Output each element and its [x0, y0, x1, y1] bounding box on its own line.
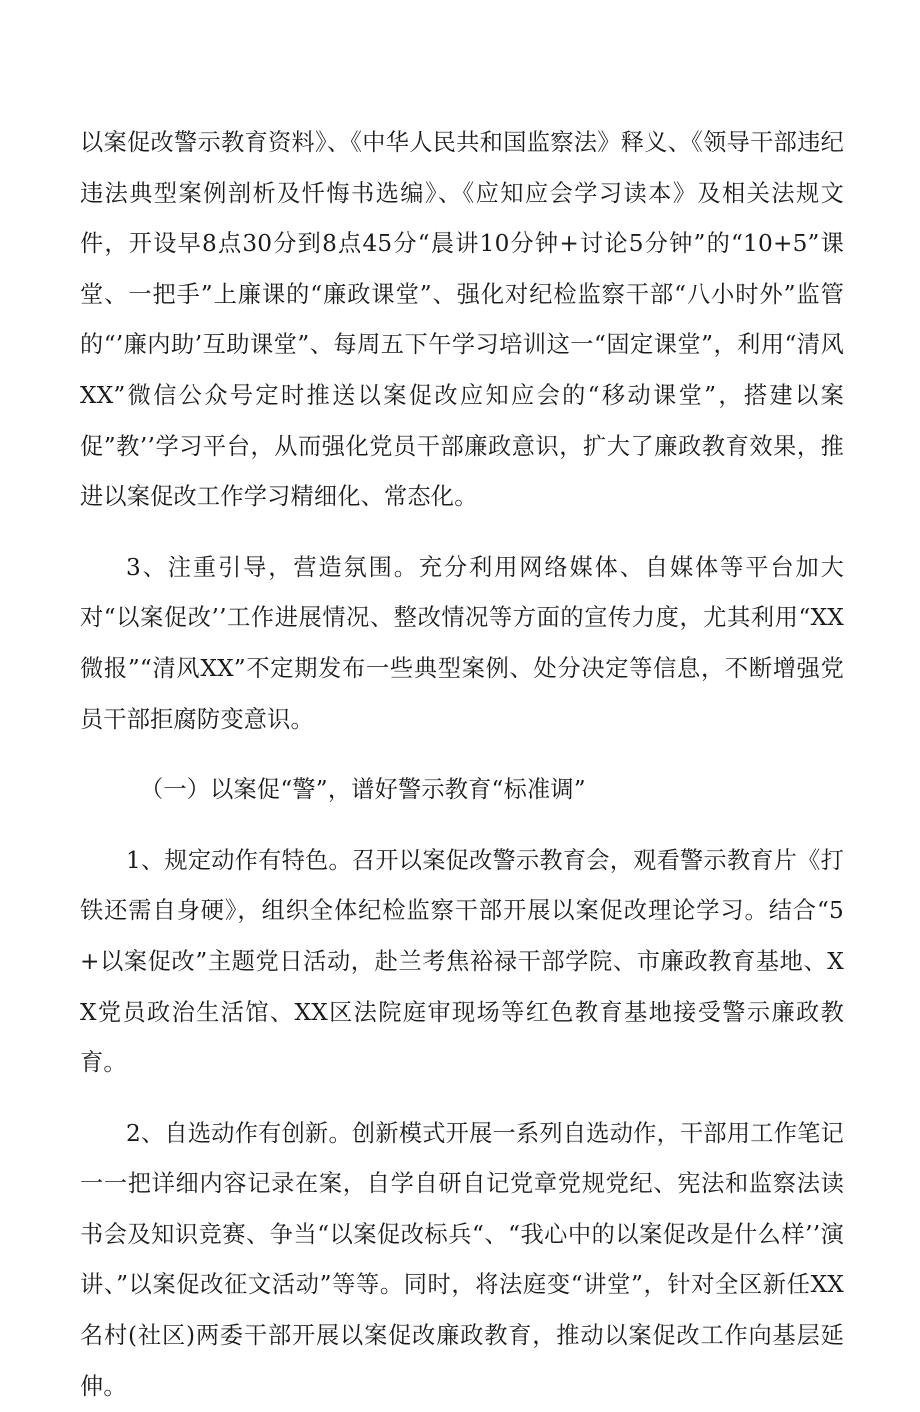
paragraph-guidance-atmosphere: 3、注重引导，营造氛围。充分利用网络媒体、自媒体等平台加大对“以案促改’’工作进展情况、整改情况等方面的宣传力度，尤其利用“XX微报”“清风XX”不定期发布一些典型案例、处分决定等信息，不断增强党员干部拒腐防变意识。 — [80, 553, 844, 733]
paragraph-study-platform: 以案促改警示教育资料》、《中华人民共和国监察法》释义、《领导干部违纪违法典型案例剖析及忏悔书选编》、《应知应会学习读本》及相关法规文件，开设早8点30分到8点45分“晨讲10分钟+讨论5分钟”的“10+5”课堂、一把手”上廉课的“廉政课堂”、强化对纪检监察干部“八小时外”监管的“’廉内助’互助课堂”、每周五下午学习培训这一“固定课堂”，利用“清风XX”微信公众号定时推送以案促改应知应会的“移动课堂”，搭建以案促”教’’学习平台，从而强化党员干部廉政意识，扩大了廉政教育效果，推进以案促改工作学习精细化、常态化。 — [80, 129, 844, 511]
section-heading-warning-education: （一）以案促“警”，谱好警示教育“标准调” — [140, 776, 586, 804]
paragraph-optional-actions: 2、自选动作有创新。创新模式开展一系列自选动作，干部用工作笔记一一把详细内容记录在案，自学自研自记党章党规党纪、宪法和监察法读书会及知识竞赛、争当“以案促改标兵“、“我心中的以案促改是什么样’’演讲、”以案促改征文活动”等等。同时，将法庭变“讲堂”，针对全区新任XX名村(社区)两委干部开展以案促改廉政教育，推动以案促改工作向基层延伸。 — [80, 1119, 844, 1400]
paragraph-prescribed-actions: 1、规定动作有特色。召开以案促改警示教育会，观看警示教育片《打铁还需自身硬》，组织全体纪检监察干部开展以案促改理论学习。结合“5+以案促改”主题党日活动，赴兰考焦裕禄干部学院、市廉政教育基地、XX党员政治生活馆、XX区法院庭审现场等红色教育基地接受警示廉政教育。 — [80, 846, 844, 1077]
document-body — [80, 118, 844, 1412]
